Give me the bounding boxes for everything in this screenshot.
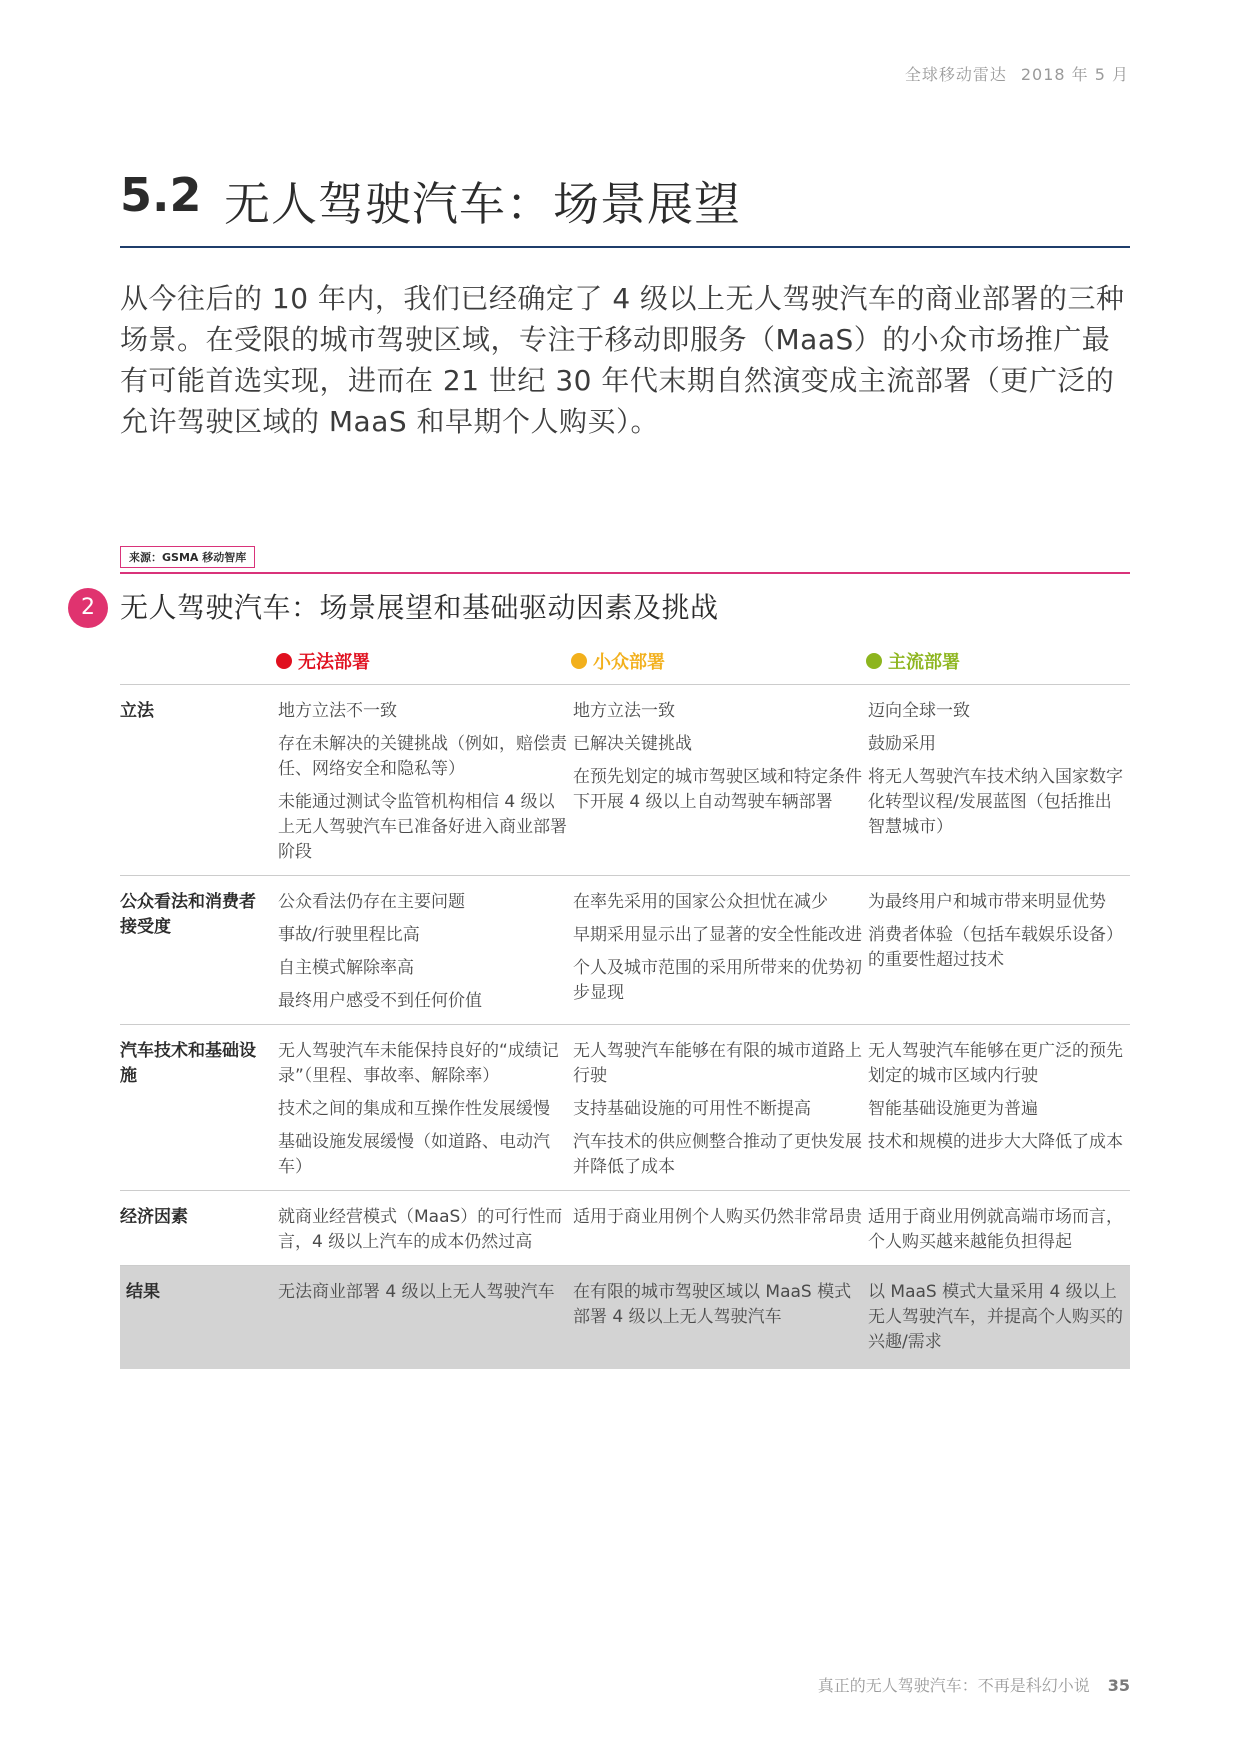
column-header-label: 小众部署 (593, 652, 665, 673)
row-header: 经济因素 (120, 1191, 278, 1266)
cell-item: 汽车技术的供应侧整合推动了更快发展并降低了成本 (573, 1132, 862, 1177)
table-row (120, 876, 1130, 1025)
cell-item: 技术之间的集成和互操作性发展缓慢 (278, 1099, 550, 1119)
cell-item: 在预先划定的城市驾驶区域和特定条件下开展 4 级以上自动驾驶车辆部署 (573, 767, 862, 812)
table-cell (868, 1191, 1130, 1266)
cell-item: 消费者体验（包括车载娱乐设备）的重要性超过技术 (868, 925, 1123, 970)
cell-item: 在率先采用的国家公众担忧在减少 (573, 892, 828, 912)
cell-item: 已解决关键挑战 (573, 734, 692, 754)
table-cell (278, 1025, 573, 1191)
table-cell (868, 876, 1130, 1025)
page-number: 35 (1107, 1676, 1130, 1695)
cell-item: 迈向全球一致 (868, 701, 970, 721)
cell-item: 地方立法不一致 (278, 701, 397, 721)
section-number: 5.2 (120, 168, 202, 222)
table-cell (573, 685, 868, 876)
table-row (120, 1025, 1130, 1191)
column-header-niche-deployment (571, 648, 665, 674)
cell-item: 技术和规模的进步大大降低了成本 (868, 1132, 1123, 1152)
yellow-dot-icon (571, 653, 587, 669)
table-cell (573, 1025, 868, 1191)
cell-item: 适用于商业用例个人购买仍然非常昂贵 (573, 1207, 862, 1227)
cell-item: 就商业经营模式（MaaS）的可行性而言，4 级以上汽车的成本仍然过高 (278, 1207, 563, 1252)
cell-item: 个人及城市范围的采用所带来的优势初步显现 (573, 958, 862, 1003)
table-cell (278, 1191, 573, 1266)
result-cell: 无法商业部署 4 级以上无人驾驶汽车 (278, 1266, 573, 1370)
cell-item: 自主模式解除率高 (278, 958, 414, 978)
green-dot-icon (866, 653, 882, 669)
table-cell (868, 685, 1130, 876)
result-cell: 在有限的城市驾驶区域以 MaaS 模式部署 4 级以上无人驾驶汽车 (573, 1266, 868, 1370)
running-footer (818, 1673, 1130, 1696)
column-header-no-deployment (276, 648, 370, 674)
result-row (120, 1266, 1130, 1370)
cell-item: 事故/行驶里程比高 (278, 925, 420, 945)
cell-item: 无人驾驶汽车能够在更广泛的预先划定的城市区域内行驶 (868, 1041, 1123, 1086)
red-dot-icon (276, 653, 292, 669)
column-header-label: 无法部署 (298, 652, 370, 673)
footer-title: 真正的无人驾驶汽车：不再是科幻小说 (817, 1676, 1090, 1695)
cell-item: 存在未解决的关键挑战（例如，赔偿责任、网络安全和隐私等） (278, 734, 567, 779)
source-divider (120, 572, 1130, 574)
cell-item: 适用于商业用例就高端市场而言，个人购买越来越能负担得起 (868, 1207, 1123, 1252)
result-cell: 以 MaaS 模式大量采用 4 级以上无人驾驶汽车，并提高个人购买的兴趣/需求 (868, 1266, 1130, 1370)
table-cell (868, 1025, 1130, 1191)
row-header: 立法 (120, 685, 278, 876)
table-cell (573, 876, 868, 1025)
cell-item: 无人驾驶汽车能够在有限的城市道路上行驶 (573, 1041, 862, 1086)
cell-item: 公众看法仍存在主要问题 (278, 892, 465, 912)
publication-date: 2018 年 5 月 (1020, 65, 1129, 84)
figure-title: 无人驾驶汽车：场景展望和基础驱动因素及挑战 (120, 591, 719, 624)
intro-paragraph: 从今往后的 10 年内，我们已经确定了 4 级以上无人驾驶汽车的商业部署的三种场景。在受限的城市驾驶区域，专注于移动即服务（MaaS）的小众市场推广最有可能首选实现，进而在 21 世纪 30 年代末期自然演变成主流部署（更广泛的允许驾驶区域的 MaaS 和早期个人购买）。 (120, 282, 1125, 438)
cell-item: 基础设施发展缓慢（如道路、电动汽车） (278, 1132, 550, 1177)
column-header-label: 主流部署 (888, 652, 960, 673)
cell-item: 为最终用户和城市带来明显优势 (868, 892, 1106, 912)
publication-name: 全球移动雷达 (904, 65, 1007, 84)
table-cell (573, 1191, 868, 1266)
cell-item: 无人驾驶汽车未能保持良好的“成绩记录”（里程、事故率、解除率） (278, 1041, 559, 1086)
row-header: 汽车技术和基础设施 (120, 1025, 278, 1191)
cell-item: 支持基础设施的可用性不断提高 (573, 1099, 811, 1119)
section-heading (120, 168, 1130, 248)
cell-item: 地方立法一致 (573, 701, 675, 721)
column-header-mainstream-deployment (866, 648, 960, 674)
cell-item: 未能通过测试令监管机构相信 4 级以上无人驾驶汽车已准备好进入商业部署阶段 (278, 792, 567, 862)
table-row (120, 685, 1130, 876)
cell-item: 将无人驾驶汽车技术纳入国家数字化转型议程/发展蓝图（包括推出智慧城市） (868, 767, 1123, 837)
table-cell (278, 685, 573, 876)
cell-item: 智能基础设施更为普遍 (868, 1099, 1038, 1119)
cell-item: 最终用户感受不到任何价值 (278, 991, 482, 1011)
figure-number-badge: 2 (68, 588, 108, 628)
table-cell (278, 876, 573, 1025)
cell-item: 鼓励采用 (868, 734, 936, 754)
result-row-header: 结果 (120, 1266, 278, 1370)
running-header (905, 62, 1129, 85)
source-label: 来源：GSMA 移动智库 (120, 546, 255, 568)
row-header: 公众看法和消费者接受度 (120, 876, 278, 1025)
scenario-table (120, 684, 1130, 1369)
scenario-table-body (120, 685, 1130, 1370)
section-title: 无人驾驶汽车：场景展望 (224, 177, 741, 231)
table-row (120, 1191, 1130, 1266)
cell-item: 早期采用显示出了显著的安全性能改进 (573, 925, 862, 945)
